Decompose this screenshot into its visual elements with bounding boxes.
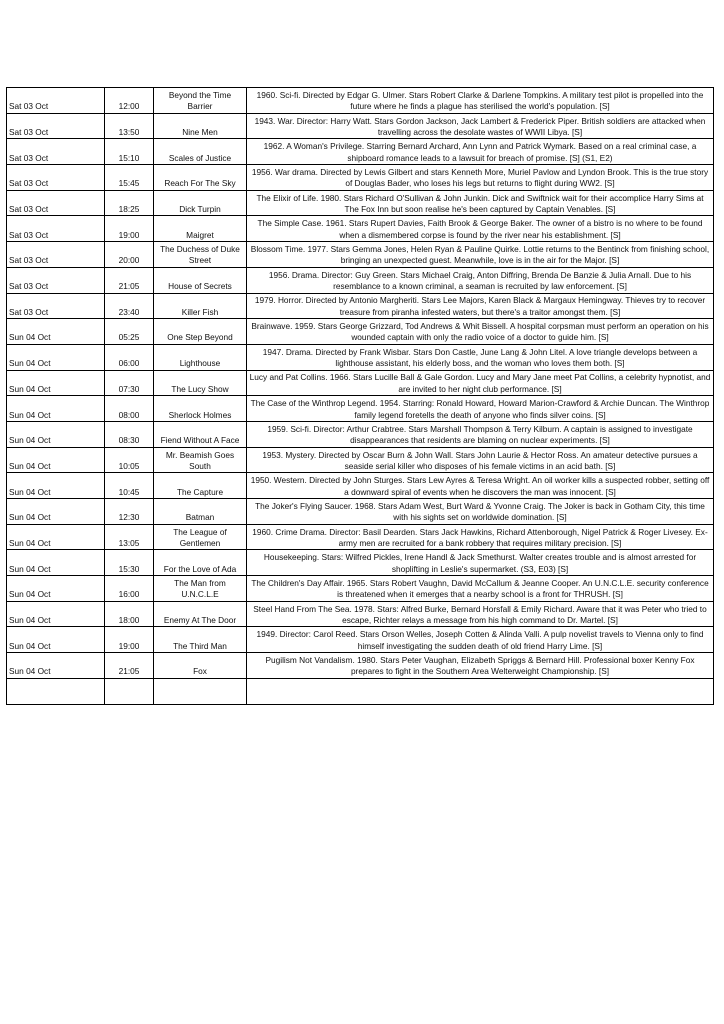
title-cell: Mr. Beamish Goes South <box>154 447 247 473</box>
date-cell: Sat 03 Oct <box>7 165 105 191</box>
table-row <box>7 576 714 602</box>
table-row <box>7 653 714 679</box>
table-row <box>7 216 714 242</box>
date-cell: Sun 04 Oct <box>7 319 105 345</box>
table-row <box>7 165 714 191</box>
description-cell: The Simple Case. 1961. Stars Rupert Davies, Faith Brook & George Baker. The owner of a bistro is no where to be found when a dismembered corpse is found by the river near his establishment. [S] <box>247 216 714 242</box>
time-cell: 12:30 <box>105 499 154 525</box>
time-cell: 12:00 <box>105 88 154 114</box>
table-row <box>7 524 714 550</box>
table-row <box>7 139 714 165</box>
time-cell: 15:45 <box>105 165 154 191</box>
title-cell: The Third Man <box>154 627 247 653</box>
description-cell: 1962. A Woman's Privilege. Starring Bernard Archard, Ann Lynn and Patrick Wymark. Based on a real criminal case, a shipboard romance leads to a lawsuit for breach of promise. [S] (S1, E2) <box>247 139 714 165</box>
schedule-table <box>6 87 714 705</box>
time-cell: 21:05 <box>105 653 154 679</box>
date-cell: Sat 03 Oct <box>7 293 105 319</box>
table-row <box>7 421 714 447</box>
table-row <box>7 267 714 293</box>
title-cell <box>154 678 247 704</box>
description-cell: Brainwave. 1959. Stars George Grizzard, Tod Andrews & Whit Bissell. A hospital corpsman must perform an operation on his wounded captain with only the radio voice of a doctor to guide him. [S] <box>247 319 714 345</box>
description-cell: 1947. Drama. Directed by Frank Wisbar. Stars Don Castle, June Lang & John Litel. A love triangle develops between a lighthouse assistant, his elderly boss, and the woman who loves them both. [S] <box>247 344 714 370</box>
date-cell: Sun 04 Oct <box>7 653 105 679</box>
description-cell: Pugilism Not Vandalism. 1980. Stars Peter Vaughan, Elizabeth Spriggs & Bernard Hill. Professional boxer Kenny Fox prepares to fight in the Southern Area Welterweight Championship. [S] <box>247 653 714 679</box>
title-cell: One Step Beyond <box>154 319 247 345</box>
description-cell: 1950. Western. Directed by John Sturges. Stars Lew Ayres & Teresa Wright. An oil worker kills a suspected robber, setting off a downward spiral of events when he discovers the man was innocent. [S] <box>247 473 714 499</box>
date-cell: Sun 04 Oct <box>7 550 105 576</box>
description-cell: 1956. Drama. Director: Guy Green. Stars Michael Craig, Anton Diffring, Brenda De Banzie & Julia Arnall. Due to his resemblance to a known criminal, a seaman is recruited by law enforcement. [S] <box>247 267 714 293</box>
title-cell: Fox <box>154 653 247 679</box>
time-cell: 19:00 <box>105 627 154 653</box>
title-cell: Killer Fish <box>154 293 247 319</box>
description-cell: 1960. Sci-fi. Directed by Edgar G. Ulmer. Stars Robert Clarke & Darlene Tompkins. A military test pilot is propelled into the future where he finds a plague has sterilised the world's population. [S] <box>247 88 714 114</box>
time-cell: 08:00 <box>105 396 154 422</box>
description-cell: Lucy and Pat Collins. 1966. Stars Lucille Ball & Gale Gordon. Lucy and Mary Jane meet Pat Collins, a celebrity hypnotist, and are invited to her night club performance. [S] <box>247 370 714 396</box>
title-cell: Sherlock Holmes <box>154 396 247 422</box>
date-cell: Sun 04 Oct <box>7 473 105 499</box>
time-cell: 10:45 <box>105 473 154 499</box>
table-row <box>7 319 714 345</box>
title-cell: Nine Men <box>154 113 247 139</box>
time-cell: 10:05 <box>105 447 154 473</box>
table-row <box>7 396 714 422</box>
time-cell: 15:30 <box>105 550 154 576</box>
title-cell: The Lucy Show <box>154 370 247 396</box>
time-cell: 05:25 <box>105 319 154 345</box>
title-cell: The Man from U.N.C.L.E <box>154 576 247 602</box>
table-row <box>7 242 714 268</box>
title-cell: Maigret <box>154 216 247 242</box>
table-row <box>7 370 714 396</box>
table-row <box>7 344 714 370</box>
description-cell: 1959. Sci-fi. Director: Arthur Crabtree. Stars Marshall Thompson & Terry Kilburn. A captain is assigned to investigate disappearances that residents are blaming on nuclear experiments. [S] <box>247 421 714 447</box>
table-row <box>7 190 714 216</box>
description-cell: The Joker's Flying Saucer. 1968. Stars Adam West, Burt Ward & Yvonne Craig. The Joker is back in Gotham City, this time with his sights set on worldwide domination. [S] <box>247 499 714 525</box>
table-row <box>7 678 714 704</box>
date-cell: Sat 03 Oct <box>7 216 105 242</box>
description-cell <box>247 678 714 704</box>
description-cell: 1956. War drama. Directed by Lewis Gilbert and stars Kenneth More, Muriel Pavlow and Lyndon Brook. This is the true story of Douglas Bader, who loses his legs but returns to flight during WW2. [S] <box>247 165 714 191</box>
date-cell: Sun 04 Oct <box>7 627 105 653</box>
date-cell: Sun 04 Oct <box>7 499 105 525</box>
date-cell: Sat 03 Oct <box>7 267 105 293</box>
time-cell: 19:00 <box>105 216 154 242</box>
description-cell: 1960. Crime Drama. Director: Basil Dearden. Stars Jack Hawkins, Richard Attenborough, Nigel Patrick & Roger Livesey. Ex-army men are recruited for a bank robbery that requires military precision. [S] <box>247 524 714 550</box>
title-cell: Fiend Without A Face <box>154 421 247 447</box>
time-cell: 13:50 <box>105 113 154 139</box>
description-cell: 1949. Director: Carol Reed. Stars Orson Welles, Joseph Cotten & Alinda Valli. A pulp novelist travels to Vienna only to find himself investigating the sudden death of old friend Harry Lime. [S] <box>247 627 714 653</box>
description-cell: 1953. Mystery. Directed by Oscar Burn & John Wall. Stars John Laurie & Hector Ross. An amateur detective pursues a seaside serial killer who disposes of his female victims in an acid bath. [S] <box>247 447 714 473</box>
date-cell: Sun 04 Oct <box>7 396 105 422</box>
table-row <box>7 550 714 576</box>
date-cell: Sun 04 Oct <box>7 447 105 473</box>
time-cell: 07:30 <box>105 370 154 396</box>
description-cell: 1943. War. Director: Harry Watt. Stars Gordon Jackson, Jack Lambert & Frederick Piper. British soldiers are attacked when travelling across the desolate wastes of WWII Libya. [S] <box>247 113 714 139</box>
date-cell: Sun 04 Oct <box>7 576 105 602</box>
time-cell: 15:10 <box>105 139 154 165</box>
table-row <box>7 627 714 653</box>
date-cell: Sat 03 Oct <box>7 139 105 165</box>
time-cell: 06:00 <box>105 344 154 370</box>
title-cell: Dick Turpin <box>154 190 247 216</box>
description-cell: 1979. Horror. Directed by Antonio Margheriti. Stars Lee Majors, Karen Black & Margaux Hemingway. Thieves try to recover treasure from piranha infested waters, but there's a traitor amongst them. [S] <box>247 293 714 319</box>
date-cell: Sat 03 Oct <box>7 88 105 114</box>
table-row <box>7 113 714 139</box>
date-cell: Sat 03 Oct <box>7 242 105 268</box>
table-row <box>7 473 714 499</box>
time-cell: 13:05 <box>105 524 154 550</box>
time-cell: 23:40 <box>105 293 154 319</box>
table-row <box>7 88 714 114</box>
title-cell: Reach For The Sky <box>154 165 247 191</box>
date-cell: Sun 04 Oct <box>7 370 105 396</box>
date-cell: Sat 03 Oct <box>7 113 105 139</box>
date-cell: Sun 04 Oct <box>7 524 105 550</box>
title-cell: Beyond the Time Barrier <box>154 88 247 114</box>
title-cell: House of Secrets <box>154 267 247 293</box>
title-cell: Enemy At The Door <box>154 601 247 627</box>
description-cell: The Case of the Winthrop Legend. 1954. Starring: Ronald Howard, Howard Marion-Crawford & Archie Duncan. The Winthrop family legend foretells the death of anyone who finds silver coins. [S] <box>247 396 714 422</box>
description-cell: Housekeeping. Stars: Wilfred Pickles, Irene Handl & Jack Smethurst. Walter creates trouble and is almost arrested for shoplifting in Leslie's supermarket. (S3, E03) [S] <box>247 550 714 576</box>
table-row <box>7 499 714 525</box>
title-cell: For the Love of Ada <box>154 550 247 576</box>
time-cell: 18:25 <box>105 190 154 216</box>
time-cell: 21:05 <box>105 267 154 293</box>
time-cell: 20:00 <box>105 242 154 268</box>
title-cell: Lighthouse <box>154 344 247 370</box>
title-cell: Batman <box>154 499 247 525</box>
table-row <box>7 447 714 473</box>
time-cell: 18:00 <box>105 601 154 627</box>
description-cell: Steel Hand From The Sea. 1978. Stars: Alfred Burke, Bernard Horsfall & Emily Richard. Aware that it was Peter who tried to escape, Richter relays a message from his high command to Dr. Martel. [S] <box>247 601 714 627</box>
title-cell: The Duchess of Duke Street <box>154 242 247 268</box>
time-cell <box>105 678 154 704</box>
date-cell: Sun 04 Oct <box>7 421 105 447</box>
description-cell: Blossom Time. 1977. Stars Gemma Jones, Helen Ryan & Pauline Quirke. Lottie returns to the Bentinck from finishing school, bringing an unexpected guest. Meanwhile, love is in the air for the Major. [S] <box>247 242 714 268</box>
time-cell: 16:00 <box>105 576 154 602</box>
description-cell: The Children's Day Affair. 1965. Stars Robert Vaughn, David McCallum & Jeanne Cooper. An U.N.C.L.E. security conference is threatened when it emerges that a nearby school is a front for THRUSH. [S] <box>247 576 714 602</box>
date-cell <box>7 678 105 704</box>
date-cell: Sat 03 Oct <box>7 190 105 216</box>
table-row <box>7 601 714 627</box>
time-cell: 08:30 <box>105 421 154 447</box>
title-cell: The Capture <box>154 473 247 499</box>
title-cell: Scales of Justice <box>154 139 247 165</box>
date-cell: Sun 04 Oct <box>7 344 105 370</box>
table-row <box>7 293 714 319</box>
date-cell: Sun 04 Oct <box>7 601 105 627</box>
schedule-body <box>7 88 714 705</box>
title-cell: The League of Gentlemen <box>154 524 247 550</box>
description-cell: The Elixir of Life. 1980. Stars Richard O'Sullivan & John Junkin. Dick and Swiftnick wait for their accomplice Harry Sims at The Fox Inn but soon realise he's been captured by Captain Venables. [S] <box>247 190 714 216</box>
